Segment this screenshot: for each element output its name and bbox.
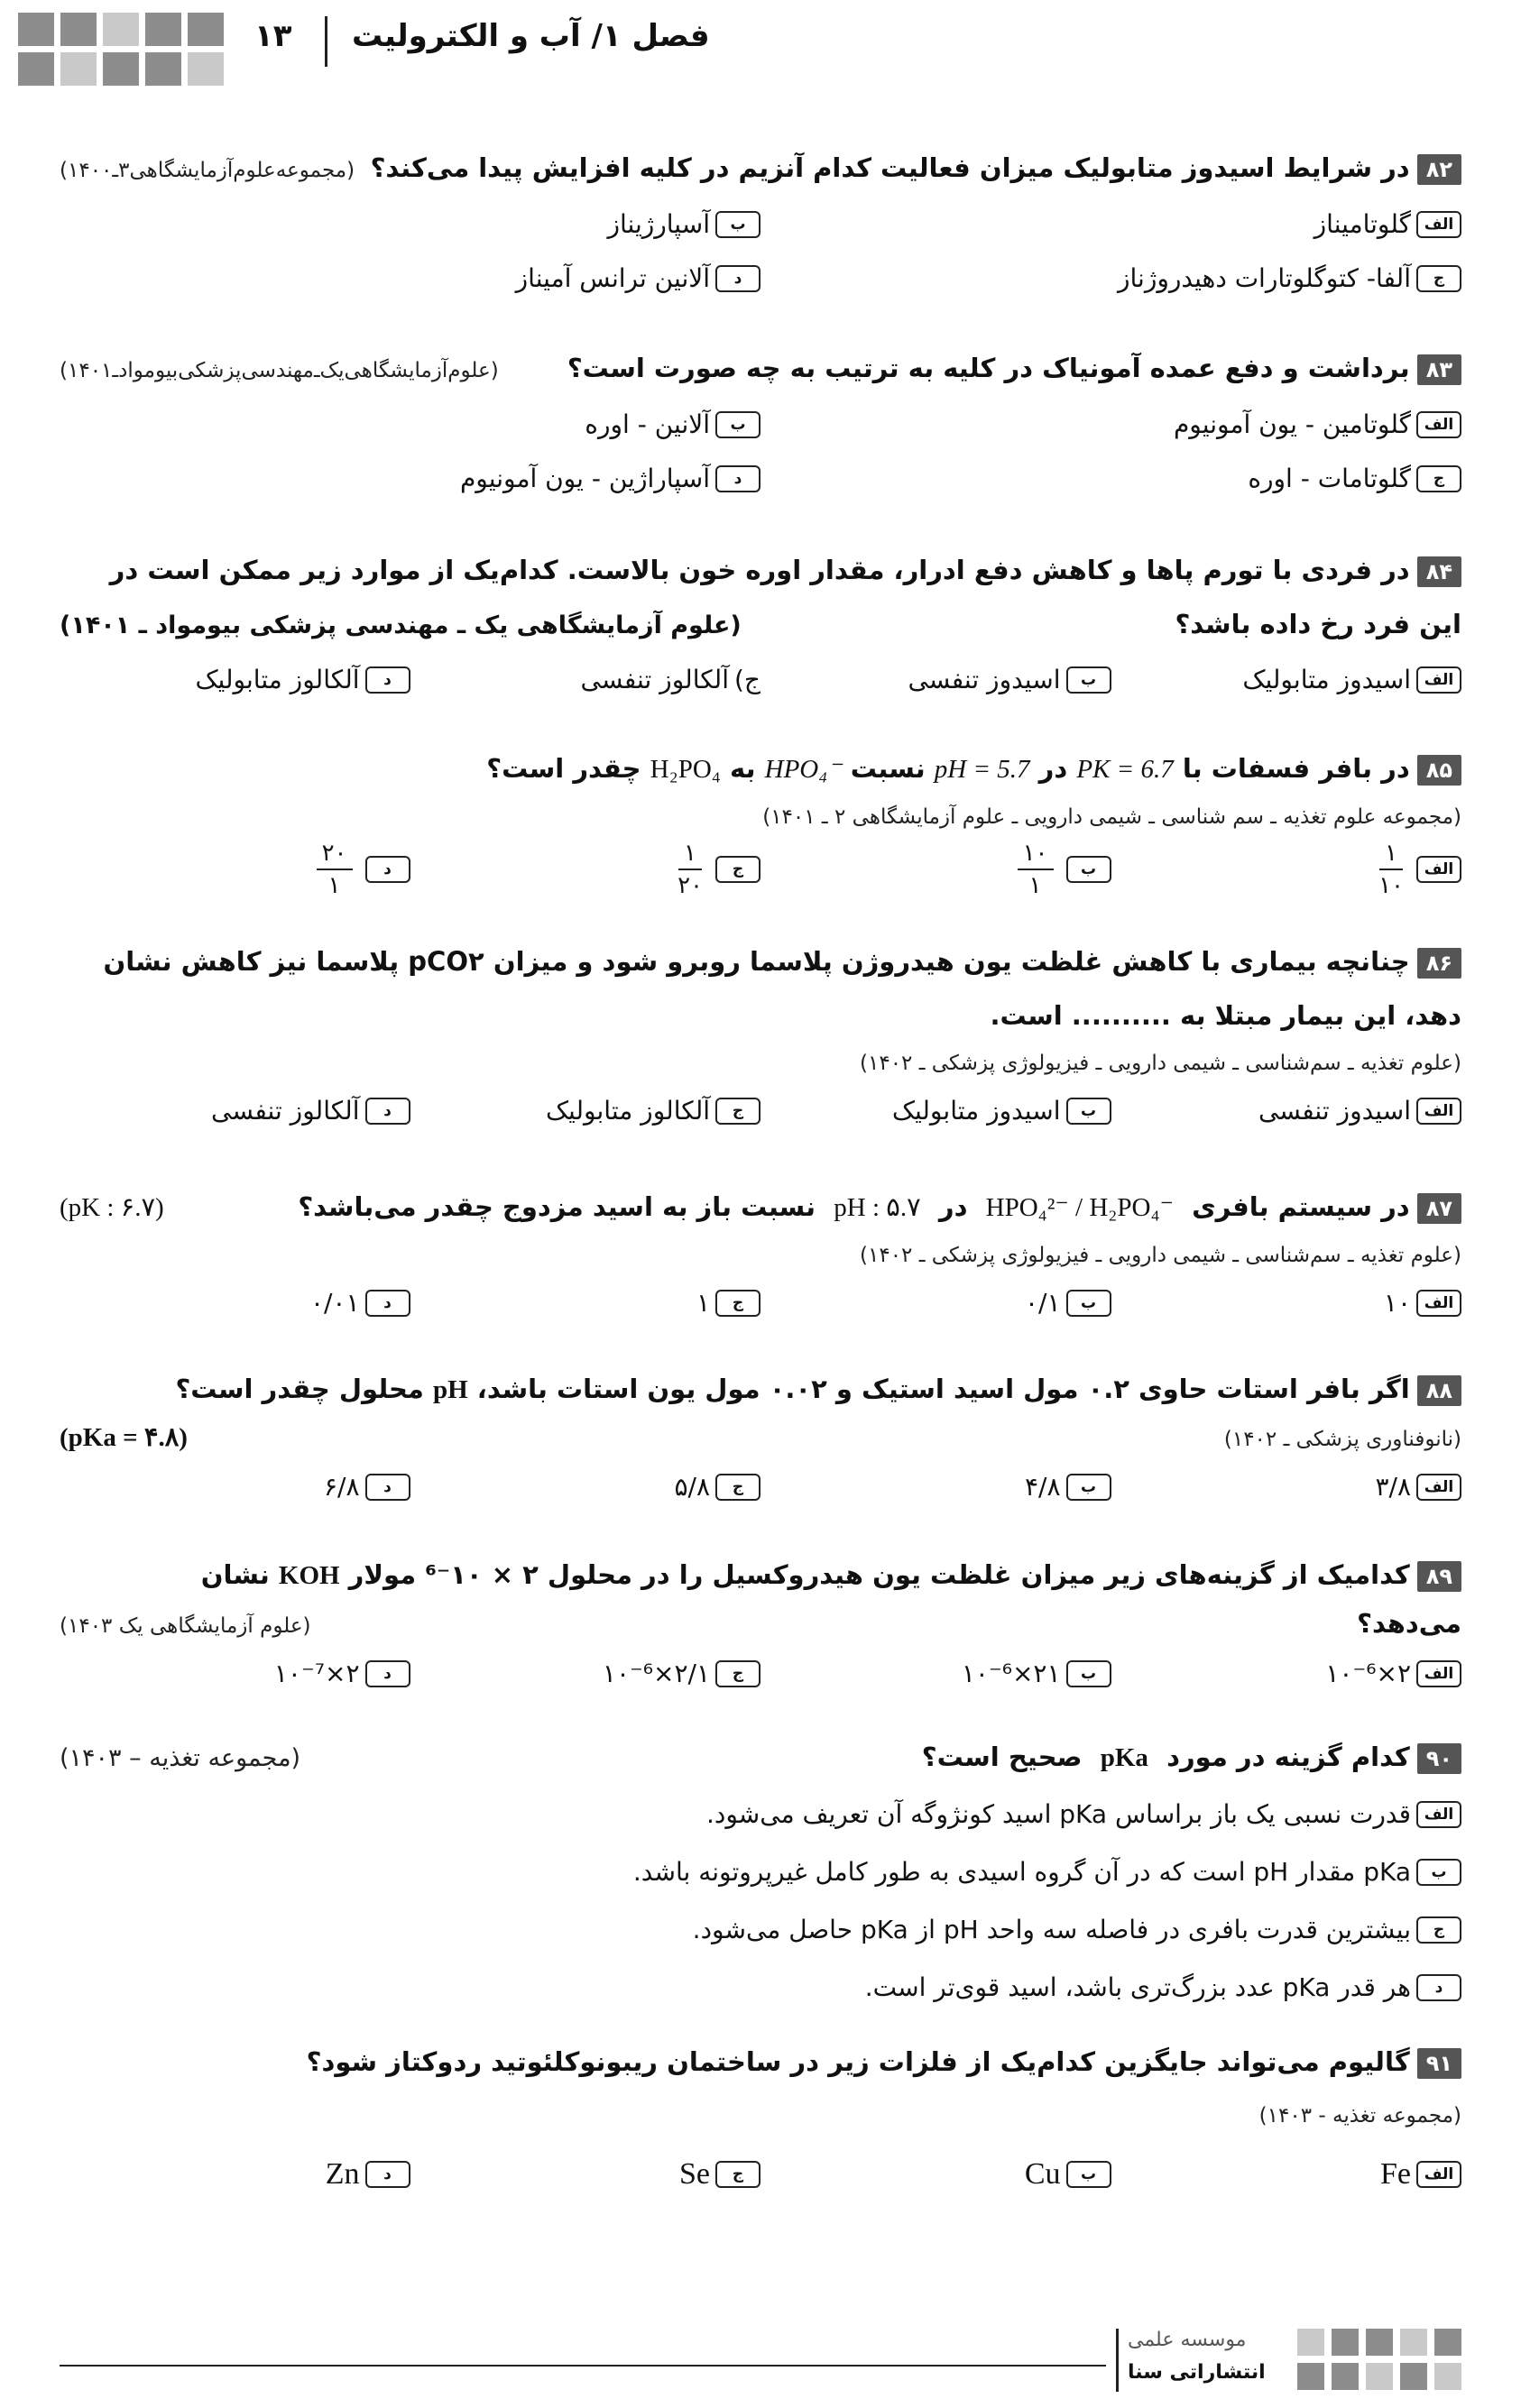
- koh-formula: KOH: [278, 1561, 340, 1590]
- page-number: ۱۳: [254, 18, 292, 54]
- question-number: ۸۳: [1417, 354, 1461, 385]
- question-source: (علوم‌آزمایشگاهی‌یک‌ـ‌مهندسی‌پزشکی‌بیومواد‌ـ۱۴۰۱): [60, 359, 499, 382]
- option-be[interactable]: ب اسیدوز تنفسی: [760, 653, 1111, 707]
- question-text: در شرایط اسیدوز متابولیک میزان فعالیت کدام آنزیم در کلیه افزایش پیدا می‌کند؟: [370, 152, 1410, 183]
- question-text: برداشت و دفع عمده آمونیاک در کلیه به ترتیب به چه صورت است؟: [567, 353, 1410, 383]
- question-source: (علوم آزمایشگاهی یک ـ مهندسی پزشکی بیومواد ـ ۱۴۰۱): [60, 611, 742, 639]
- ph-value: pH : ۵.۷: [834, 1193, 921, 1222]
- option-dal[interactable]: د آلکالوز متابولیک: [60, 653, 410, 707]
- buffer-ratio-formula: HPO₄²⁻ / H₂PO₄⁻: [985, 1193, 1174, 1222]
- option-dal[interactable]: د آلانین ترانس آمیناز: [60, 252, 760, 306]
- option-jim[interactable]: ج گلوتامات - اوره: [760, 452, 1461, 506]
- option-be[interactable]: ب pKa مقدار pH است که در آن گروه اسیدی به طور کامل غیرپروتونه باشد.: [60, 1843, 1461, 1901]
- pka-term: pKa: [1100, 1743, 1148, 1772]
- option-dal[interactable]: د $\frac{۲۰}{۱}$: [60, 838, 410, 901]
- question-number: ۸۶: [1417, 948, 1461, 979]
- question-82: [60, 141, 1461, 306]
- question-text: گالیوم می‌تواند جایگزین کدام‌یک از فلزات زیر در ساختمان ریبونوکلئوتید ردوکتاز شود؟: [306, 2046, 1410, 2077]
- question-number: ۹۰: [1417, 1743, 1461, 1774]
- header-divider: [325, 16, 327, 67]
- question-87: ۸۷در سیستم بافری HPO₄²⁻ / H₂PO₄⁻ در pH : ۵.۷ نسبت باز به اسید مزدوج چقدر می‌باشد؟ (pK : ۶.۷) (علوم تغذیه ـ سم‌شناسی ـ شیمی دارویی ـ فیزیولوژی پزشکی ـ ۱۴۰۲) الف ۱۰ ب ۰/۱ ج ۱ د ۰/۰۱: [60, 1180, 1461, 1330]
- option-dal[interactable]: د ۶/۸: [60, 1460, 410, 1514]
- h2po4-formula: H₂PO₄: [650, 755, 721, 784]
- question-number: ۸۵: [1417, 755, 1461, 786]
- footer-divider: [1116, 2329, 1119, 2392]
- pka-value: (pKa = ۴.۸): [60, 1423, 188, 1452]
- option-be[interactable]: ب اسیدوز متابولیک: [760, 1084, 1111, 1138]
- page-header: [0, 0, 1521, 90]
- question-83: [60, 341, 1461, 506]
- question-90: ۹۰کدام گزینه در مورد pKa صحیح است؟ (مجموعه تغذیه – ۱۴۰۳) الف قدرت نسبی یک باز براساس pKa اسید کونژوگه آن تعریف می‌شود. ب pKa مقدار pH است که در آن گروه اسیدی به طور کامل غیرپروتونه باشد. ج بیشترین قدرت بافری در فاصله سه واحد pH از pKa حاصل می‌شود. د هر قدر pKa عدد بزرگ‌تری باشد، اسید قوی‌تر است.: [60, 1730, 1461, 2017]
- option-alef[interactable]: الف اسیدوز متابولیک: [1111, 653, 1462, 707]
- question-84: [60, 543, 1461, 707]
- question-source: (مجموعه تغذیه - ۱۴۰۳): [1258, 2104, 1461, 2128]
- pco2-term: pCO۲: [408, 946, 484, 977]
- option-jim[interactable]: ج ۲/۱×۱۰⁻⁶: [410, 1647, 761, 1701]
- option-alef[interactable]: الف Fe: [1111, 2143, 1462, 2206]
- option-jim[interactable]: ج ۱: [410, 1276, 761, 1330]
- chapter-title: فصل ۱/ آب و الکترولیت: [352, 18, 710, 54]
- option-jim[interactable]: ج) آلکالوز تنفسی: [580, 665, 760, 694]
- question-85: ۸۵ در بافر فسفات با PK = 6.7 در pH = 5.7 نسبت HPO₄⁻ به H₂PO₄ چقدر است؟ (مجموعه علوم تغذیه ـ سم شناسی ـ شیمی دارویی ـ علوم آزمایشگاهی ۲ ـ ۱۴۰۱) الف $\frac{۱}{۱۰}$ ب $\frac{۱۰}{۱}$ ج $\frac{۱}{۲۰}$ د $\frac{۲۰}{۱}$: [60, 741, 1461, 901]
- page-footer: [0, 2309, 1521, 2408]
- option-jim[interactable]: ج آلفا- کتوگلوتارات دهیدروژناز: [760, 252, 1461, 306]
- option-jim[interactable]: ج آلکالوز متابولیک: [410, 1084, 761, 1138]
- question-number: ۸۴: [1417, 556, 1461, 587]
- option-be[interactable]: ب ۰/۱: [760, 1276, 1111, 1330]
- question-source: (مجموعه‌علوم‌آزمایشگاهی۳ـ۱۴۰۰): [60, 159, 355, 182]
- option-be[interactable]: ب Cu: [760, 2143, 1111, 2206]
- option-be[interactable]: ب $\frac{۱۰}{۱}$: [760, 838, 1111, 901]
- question-source: (نانوفناوری پزشکی ـ ۱۴۰۲): [1223, 1428, 1461, 1451]
- question-text: در فردی با تورم پاها و کاهش دفع ادرار، مقدار اوره خون بالاست. کدام‌یک از موارد زیر ممکن است در: [109, 555, 1410, 585]
- option-dal[interactable]: د Zn: [60, 2143, 410, 2206]
- option-be[interactable]: ب آسپارژیناز: [60, 198, 760, 252]
- footer-institute: موسسه علمی: [1128, 2329, 1247, 2351]
- header-squares-decoration: [7, 13, 224, 90]
- option-jim[interactable]: ج ۵/۸: [410, 1460, 761, 1514]
- footer-squares-decoration: [1290, 2329, 1461, 2392]
- question-source: (مجموعه تغذیه – ۱۴۰۳): [60, 1744, 301, 1772]
- option-be[interactable]: ب آلانین - اوره: [60, 398, 760, 452]
- pk-value: (pK : ۶.۷): [60, 1193, 164, 1222]
- option-alef[interactable]: الف گلوتامیناز: [760, 198, 1461, 252]
- question-source: (علوم تغذیه ـ سم‌شناسی ـ شیمی دارویی ـ فیزیولوژی پزشکی ـ ۱۴۰۲): [860, 1244, 1461, 1267]
- option-be[interactable]: ب ۲۱×۱۰⁻⁶: [760, 1647, 1111, 1701]
- option-alef[interactable]: الف گلوتامین - یون آمونیوم: [760, 398, 1461, 452]
- question-number: ۹۱: [1417, 2048, 1461, 2079]
- question-89: ۸۹ کدامیک از گزینه‌های زیر میزان غلظت یون هیدروکسیل را در محلول ۲ × ۱۰⁻⁶ مولار KOH نشان می‌دهد؟ (علوم آزمایشگاهی یک ۱۴۰۳) الف ۲×۱۰⁻⁶ ب ۲۱×۱۰⁻⁶ ج ۲/۱×۱۰⁻⁶ د ۲×۱۰⁻⁷: [60, 1548, 1461, 1701]
- question-number: ۸۹: [1417, 1561, 1461, 1592]
- footer-rule: [60, 2365, 1106, 2367]
- option-jim[interactable]: ج Se: [410, 2143, 761, 2206]
- ph-value: pH = 5.7: [934, 755, 1030, 784]
- question-text-continued: این فرد رخ داده باشد؟: [1175, 609, 1461, 639]
- question-source: (علوم آزمایشگاهی یک ۱۴۰۳): [60, 1614, 311, 1638]
- question-91: [60, 2035, 1461, 2206]
- question-source: (مجموعه علوم تغذیه ـ سم شناسی ـ شیمی دارویی ـ علوم آزمایشگاهی ۲ ـ ۱۴۰۱): [762, 805, 1461, 829]
- option-alef[interactable]: الف قدرت نسبی یک باز براساس pKa اسید کونژوگه آن تعریف می‌شود.: [60, 1786, 1461, 1843]
- option-dal[interactable]: د ۰/۰۱: [60, 1276, 410, 1330]
- option-alef[interactable]: الف اسیدوز تنفسی: [1111, 1084, 1462, 1138]
- option-dal[interactable]: د آلکالوز تنفسی: [60, 1084, 410, 1138]
- option-jim[interactable]: ج بیشترین قدرت بافری در فاصله سه واحد pH از pKa حاصل می‌شود.: [60, 1901, 1461, 1959]
- question-number: ۸۲: [1417, 154, 1461, 185]
- footer-publisher: انتشاراتی سنا: [1128, 2361, 1266, 2384]
- option-dal[interactable]: د آسپاراژین - یون آمونیوم: [60, 452, 760, 506]
- option-alef[interactable]: الف $\frac{۱}{۱۰}$: [1111, 838, 1462, 901]
- option-alef[interactable]: الف ۱۰: [1111, 1276, 1462, 1330]
- question-number: ۸۷: [1417, 1193, 1461, 1224]
- pk-value: PK = 6.7: [1076, 755, 1174, 784]
- question-number: ۸۸: [1417, 1375, 1461, 1406]
- hpo4-formula: HPO₄⁻: [764, 755, 842, 784]
- option-dal[interactable]: د ۲×۱۰⁻⁷: [60, 1647, 410, 1701]
- question-88: ۸۸ اگر بافر استات حاوی ۰.۲ مول اسید استیک و ۰.۰۲ مول یون استات باشد، pH محلول چقدر است؟ (نانوفناوری پزشکی ـ ۱۴۰۲) (pKa = ۴.۸) الف ۳/۸ ب ۴/۸ ج ۵/۸ د ۶/۸: [60, 1362, 1461, 1514]
- option-alef[interactable]: الف ۳/۸: [1111, 1460, 1462, 1514]
- question-86: ۸۶ چنانچه بیماری با کاهش غلظت یون هیدروژن پلاسما روبرو شود و میزان pCO۲ پلاسما نیز کاهش نشان دهد، این بیمار مبتلا به .......... است. (علوم تغذیه ـ سم‌شناسی ـ شیمی دارویی ـ فیزیولوژی پزشکی ـ ۱۴۰۲) الف اسیدوز تنفسی ب اسیدوز متابولیک ج آلکالوز متابولیک د آلکالوز تنفسی: [60, 934, 1461, 1138]
- option-be[interactable]: ب ۴/۸: [760, 1460, 1111, 1514]
- option-alef[interactable]: الف ۲×۱۰⁻⁶: [1111, 1647, 1462, 1701]
- option-dal[interactable]: د هر قدر pKa عدد بزرگ‌تری باشد، اسید قوی‌تر است.: [60, 1959, 1461, 2017]
- question-source: (علوم تغذیه ـ سم‌شناسی ـ شیمی دارویی ـ فیزیولوژی پزشکی ـ ۱۴۰۲): [860, 1052, 1461, 1075]
- ph-term: pH: [433, 1375, 468, 1404]
- option-jim[interactable]: ج $\frac{۱}{۲۰}$: [410, 838, 761, 901]
